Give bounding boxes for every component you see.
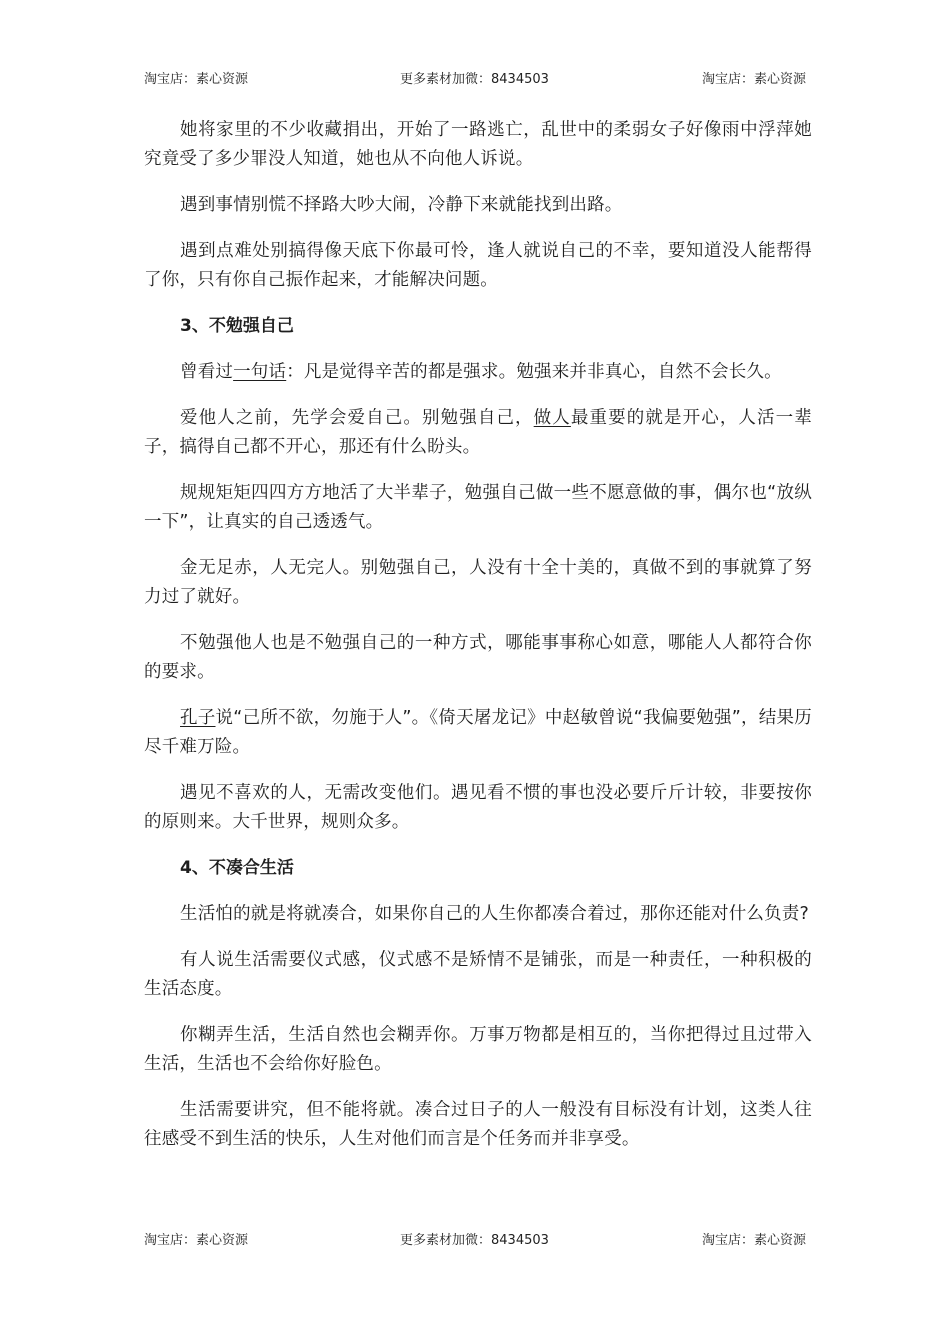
p5-text-a: 爱他人之前，先学会爱自己。别勉强自己，	[180, 408, 534, 428]
p4-underlined: 一句话	[233, 362, 287, 382]
section-heading-4: 4、不凑合生活	[180, 858, 294, 878]
paragraph-6: 规规矩矩四四方方地活了大半辈子，勉强自己做一些不愿意做的事，偶尔也“放纵一下”，让真实的自己透透气。	[144, 483, 812, 532]
footer-left-shop: 淘宝店：素心资源	[144, 1233, 249, 1248]
footer-center-contact: 更多素材加微：8434503	[400, 1233, 549, 1248]
paragraph-14: 生活需要讲究，但不能将就。凑合过日子的人一般没有目标没有计划，这类人往往感受不到生活的快乐，人生对他们而言是个任务而并非享受。	[144, 1100, 812, 1149]
paragraph-12: 有人说生活需要仪式感，仪式感不是矫情不是铺张，而是一种责任，一种积极的生活态度。	[144, 950, 812, 999]
paragraph-8: 不勉强他人也是不勉强自己的一种方式，哪能事事称心如意，哪能人人都符合你的要求。	[144, 633, 812, 682]
p5-underlined: 做人	[533, 408, 571, 428]
paragraph-4	[144, 358, 812, 387]
paragraph-1: 她将家里的不少收藏捐出，开始了一路逃亡，乱世中的柔弱女子好像雨中浮萍她究竟受了多少罪没人知道，她也从不向他人诉说。	[144, 120, 812, 169]
section-heading-3: 3、不勉强自己	[180, 316, 294, 336]
page-header	[144, 68, 806, 88]
p5-text-b: 最重要的就是开心，人活一辈子，搞得自己都不开心，那还有什么盼头。	[144, 408, 812, 457]
paragraph-5	[144, 404, 812, 462]
p9-text-b: 说“己所不欲，勿施于人”。《倚天屠龙记》中赵敏曾说“我偏要勉强”，结果历尽千难万险。	[144, 708, 813, 757]
p4-text-a: 曾看过	[180, 362, 234, 382]
paragraph-9	[144, 704, 812, 762]
footer-right-shop: 淘宝店：素心资源	[701, 1233, 806, 1248]
paragraph-13: 你糊弄生活，生活自然也会糊弄你。万事万物都是相互的，当你把得过且过带入生活，生活也不会给你好脸色。	[144, 1025, 812, 1074]
page-footer	[144, 1229, 806, 1249]
p4-text-b: ：凡是觉得辛苦的都是强求。勉强来并非真心，自然不会长久。	[286, 362, 782, 382]
header-left-shop: 淘宝店：素心资源	[144, 72, 249, 87]
paragraph-7: 金无足赤，人无完人。别勉强自己，人没有十全十美的，真做不到的事就算了努力过了就好。	[144, 558, 812, 607]
paragraph-3: 遇到点难处别搞得像天底下你最可怜，逢人就说自己的不幸，要知道没人能帮得了你，只有你自己振作起来，才能解决问题。	[144, 241, 812, 290]
p9-underlined: 孔子	[180, 708, 216, 728]
header-right-shop: 淘宝店：素心资源	[701, 72, 806, 87]
paragraph-10: 遇见不喜欢的人，无需改变他们。遇见看不惯的事也没必要斤斤计较，非要按你的原则来。大千世界，规则众多。	[144, 783, 812, 832]
header-center-contact: 更多素材加微：8434503	[400, 72, 549, 87]
document-body	[144, 116, 812, 1171]
paragraph-11: 生活怕的就是将就凑合，如果你自己的人生你都凑合着过，那你还能对什么负责?	[180, 904, 809, 924]
paragraph-2: 遇到事情别慌不择路大吵大闹，冷静下来就能找到出路。	[180, 195, 623, 215]
